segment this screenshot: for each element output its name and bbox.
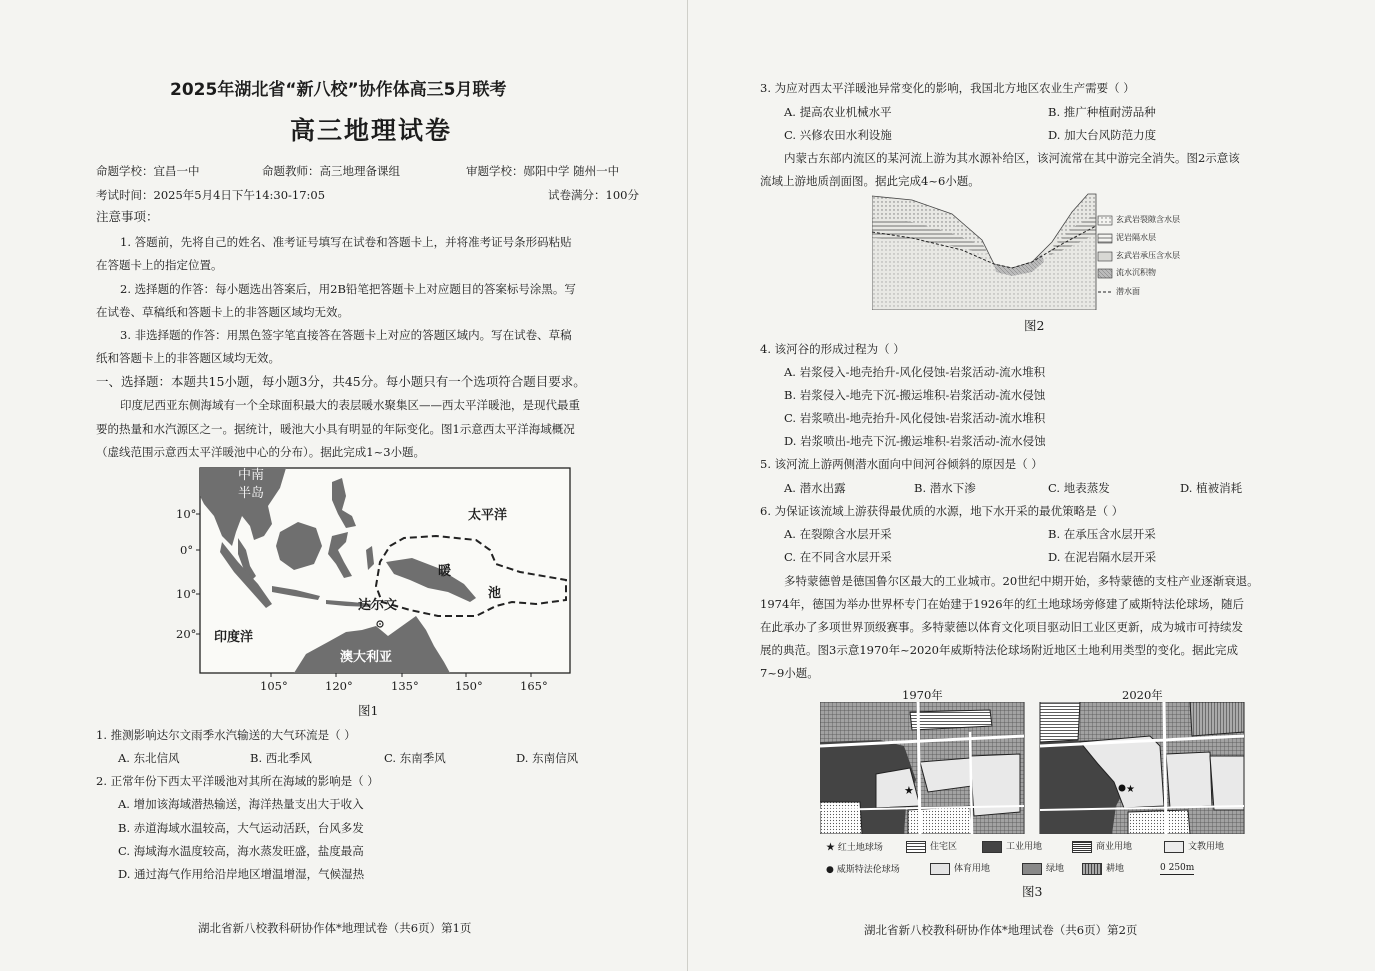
- farmland-label: 耕地: [1106, 864, 1125, 874]
- q2-option-b[interactable]: B. 赤道海域水温较高，大气运动活跃，台风多发: [118, 821, 364, 835]
- land-use-svg: [820, 702, 1250, 834]
- section-heading: 一、选择题：本题共15小题，每小题3分，共45分。每小题只有一个选项符合题目要求。: [96, 374, 586, 389]
- page-2-footer: 湖北省新八校教科研协作体*地理试卷（共6页）第2页: [864, 923, 1138, 937]
- figure-3-caption: 图3: [1022, 884, 1043, 899]
- q5-option-a[interactable]: A. 潜水出露: [784, 481, 846, 495]
- fig3-legend-industrial: [982, 840, 1042, 854]
- svg-text:★: ★: [904, 784, 914, 797]
- fig2-legend-item: 玄武岩承压含水层: [1116, 251, 1180, 260]
- q4-option-a[interactable]: A. 岩浆侵入-地壳抬升-风化侵蚀-岩浆活动-流水堆积: [784, 365, 1046, 379]
- q2-option-c[interactable]: C. 海域海水温度较高，海水蒸发旺盛，盐度最高: [118, 844, 364, 858]
- intro-3b: 1974年，德国为举办世界杯专门在始建于1926年的红土地球场旁修建了威斯特法伦球场，随后: [760, 597, 1245, 611]
- meta-review: 审题学校：郧阳中学 随州一中: [466, 164, 620, 178]
- intro-3a: 多特蒙德曾是德国鲁尔区最大的工业城市。20世纪中期开始，多特蒙德的支柱产业逐渐衰退。: [784, 574, 1259, 588]
- fig3-legend-stadium-old: ★ 红土地球场: [826, 843, 883, 853]
- fig2-legend-item: 玄武岩裂隙含水层: [1116, 215, 1180, 224]
- westfalen-stadium-marker: [1119, 785, 1126, 792]
- note-2a: 2. 选择题的作答：每小题选出答案后，用2B铅笔把答题卡上对应题目的答案标号涂黑。写: [120, 282, 576, 296]
- label-darwin: 达尔文: [358, 598, 398, 613]
- fig2-legend-item: 流水沉积物: [1116, 268, 1156, 277]
- q4-option-c[interactable]: C. 岩浆喷出-地壳抬升-风化侵蚀-岩浆活动-流水堆积: [784, 411, 1046, 425]
- farmland-swatch: [1082, 863, 1102, 875]
- q5-option-c[interactable]: C. 地表蒸发: [1048, 481, 1110, 495]
- label-indian-ocean: 印度洋: [214, 630, 254, 645]
- fig3-legend-farmland: [1082, 862, 1124, 876]
- lat-label: 20°: [176, 627, 197, 641]
- q3-option-c[interactable]: C. 兴修农田水利设施: [784, 128, 892, 142]
- q1-option-b[interactable]: B. 西北季风: [250, 751, 312, 765]
- residential-swatch: [906, 841, 926, 853]
- figure-3-maps: [820, 702, 1250, 834]
- intro-3d: 展的典范。图3示意1970年~2020年威斯特法伦球场附近地区土地利用类型的变化。据此完成: [760, 643, 1238, 657]
- q1-option-d[interactable]: D. 东南信风: [516, 751, 579, 765]
- q5-option-d[interactable]: D. 植被消耗: [1180, 481, 1243, 495]
- q4-option-d[interactable]: D. 岩浆喷出-地壳下沉-搬运堆积-岩浆活动-流水侵蚀: [784, 434, 1046, 448]
- q3-option-a[interactable]: A. 提高农业机械水平: [784, 105, 892, 119]
- intro-2b: 流域上游地质剖面图。据此完成4~6小题。: [760, 174, 980, 188]
- figure-2-section: [872, 192, 1212, 310]
- meta-time: 考试时间：2025年5月4日下午14:30-17:05: [96, 188, 326, 202]
- question-2: 2. 正常年份下西太平洋暖池对其所在海域的影响是（ ）: [96, 774, 379, 788]
- sports-swatch: [930, 863, 950, 875]
- fig3-year-2020: 2020年: [1122, 688, 1163, 702]
- q3-option-b[interactable]: B. 推广种植耐涝品种: [1048, 105, 1156, 119]
- question-1: 1. 推测影响达尔文雨季水汽输送的大气环流是（ ）: [96, 728, 356, 742]
- lon-label: 150°: [455, 679, 483, 693]
- intro-1b: 要的热量和水汽源区之一。据统计，暖池大小具有明显的年际变化。图1示意西太平洋海域概况: [96, 422, 575, 436]
- label-pool-2: 池: [488, 586, 502, 601]
- note-2b: 在试卷、草稿纸和答题卡上的非答题区域均无效。: [96, 305, 349, 319]
- svg-text:★: ★: [1126, 784, 1135, 795]
- q5-option-b[interactable]: B. 潜水下渗: [914, 481, 976, 495]
- q1-option-a[interactable]: A. 东北信风: [118, 751, 180, 765]
- label-peninsula-2: 半岛: [238, 486, 265, 501]
- q3-option-d[interactable]: D. 加大台风防范力度: [1048, 128, 1157, 142]
- green-label: 绿地: [1046, 864, 1065, 874]
- lat-label: 10°: [176, 507, 197, 521]
- q2-option-a[interactable]: A. 增加该海域潜热输送，海洋热量支出大于收入: [118, 797, 364, 811]
- note-3a: 3. 非选择题的作答：用黑色签字笔直接答在答题卡上对应的答题区域内。写在试卷、草稿: [120, 328, 572, 342]
- question-3: 3. 为应对西太平洋暖池异常变化的影响，我国北方地区农业生产需要（ ）: [760, 81, 1135, 95]
- q6-option-a[interactable]: A. 在裂隙含水层开采: [784, 527, 892, 541]
- lat-label: 10°: [176, 587, 197, 601]
- figure-2-caption: 图2: [1024, 318, 1045, 333]
- intro-2a: 内蒙古东部内流区的某河流上游为其水源补给区，该河流常在其中游完全消失。图2示意该: [784, 151, 1240, 165]
- fig2-legend-item: 泥岩隔水层: [1116, 233, 1156, 242]
- q2-option-d[interactable]: D. 通过海气作用给沿岸地区增温增湿，气候湿热: [118, 867, 365, 881]
- q1-option-c[interactable]: C. 东南季风: [384, 751, 446, 765]
- residential-label: 住宅区: [930, 842, 958, 852]
- q6-option-d[interactable]: D. 在泥岩隔水层开采: [1048, 550, 1157, 564]
- map-2020: [1040, 702, 1244, 834]
- question-5: 5. 该河流上游两侧潜水面向中间河谷倾斜的原因是（ ）: [760, 457, 1043, 471]
- exam-title: 2025年湖北省“新八校”协作体高三5月联考: [170, 80, 507, 100]
- lon-label: 120°: [325, 679, 353, 693]
- label-australia: 澳大利亚: [340, 650, 393, 665]
- fig2-legend-item: 潜水面: [1116, 287, 1140, 296]
- meta-teacher: 命题教师：高三地理备课组: [262, 164, 400, 178]
- label-peninsula-1: 中南: [238, 468, 265, 483]
- commercial-swatch: [1072, 841, 1092, 853]
- q6-option-b[interactable]: B. 在承压含水层开采: [1048, 527, 1156, 541]
- green-swatch: [1022, 863, 1042, 875]
- lon-label: 105°: [260, 679, 288, 693]
- fig3-legend-green: [1022, 862, 1064, 876]
- label-pacific: 太平洋: [468, 508, 508, 523]
- question-6: 6. 为保证该流域上游获得最优质的水源，地下水开采的最优策略是（ ）: [760, 504, 1124, 518]
- notes-title: 注意事项：: [96, 209, 159, 224]
- intro-3e: 7~9小题。: [760, 666, 819, 680]
- label-pool-1: 暖: [438, 564, 452, 579]
- exam-subtitle: 高三地理试卷: [290, 116, 453, 145]
- fig3-legend-sports: [930, 862, 990, 876]
- industrial-label: 工业用地: [1006, 842, 1043, 852]
- lon-label: 135°: [391, 679, 419, 693]
- lat-label: 0°: [180, 543, 194, 557]
- q6-option-c[interactable]: C. 在不同含水层开采: [784, 550, 892, 564]
- note-1b: 在答题卡上的指定位置。: [96, 258, 223, 272]
- fig3-scale-bar: 0 250m: [1160, 863, 1195, 873]
- sports-label: 体育用地: [954, 864, 991, 874]
- intro-1a: 印度尼西亚东侧海域有一个全球面积最大的表层暖水聚集区——西太平洋暖池，是现代最重: [120, 398, 580, 412]
- fig3-legend-education: [1164, 840, 1224, 854]
- q4-option-b[interactable]: B. 岩浆侵入-地壳下沉-搬运堆积-岩浆活动-流水侵蚀: [784, 388, 1046, 402]
- meta-score: 试卷满分：100分: [548, 188, 639, 202]
- figure-1-caption: 图1: [358, 703, 379, 718]
- intro-3c: 在此承办了多项世界顶级赛事。多特蒙德以体育文化项目驱动旧工业区更新，成为城市可持续发: [760, 620, 1243, 634]
- page-1-footer: 湖北省新八校教科研协作体*地理试卷（共6页）第1页: [198, 921, 472, 935]
- education-swatch: [1164, 841, 1184, 853]
- lon-label: 165°: [520, 679, 548, 693]
- map-1970: [820, 702, 1024, 834]
- fig3-legend-residential: [906, 840, 957, 854]
- commercial-label: 商业用地: [1096, 842, 1133, 852]
- education-label: 文教用地: [1188, 842, 1225, 852]
- meta-school: 命题学校：宜昌一中: [96, 164, 200, 178]
- note-3b: 纸和答题卡上的非答题区域均无效。: [96, 351, 280, 365]
- fig3-legend-commercial: [1072, 840, 1132, 854]
- figure-1-map: [176, 466, 576, 696]
- fig3-year-1970: 1970年: [902, 688, 943, 702]
- fig3-legend-stadium-new: ● 威斯特法伦球场: [826, 865, 900, 875]
- intro-1c: （虚线范围示意西太平洋暖池中心的分布）。据此完成1~3小题。: [96, 445, 426, 459]
- note-1a: 1. 答题前，先将自己的姓名、准考证号填写在试卷和答题卡上，并将准考证号条形码粘贴: [120, 235, 572, 249]
- industrial-swatch: [982, 841, 1002, 853]
- page-2: [688, 0, 1375, 971]
- question-4: 4. 该河谷的形成过程为（ ）: [760, 342, 905, 356]
